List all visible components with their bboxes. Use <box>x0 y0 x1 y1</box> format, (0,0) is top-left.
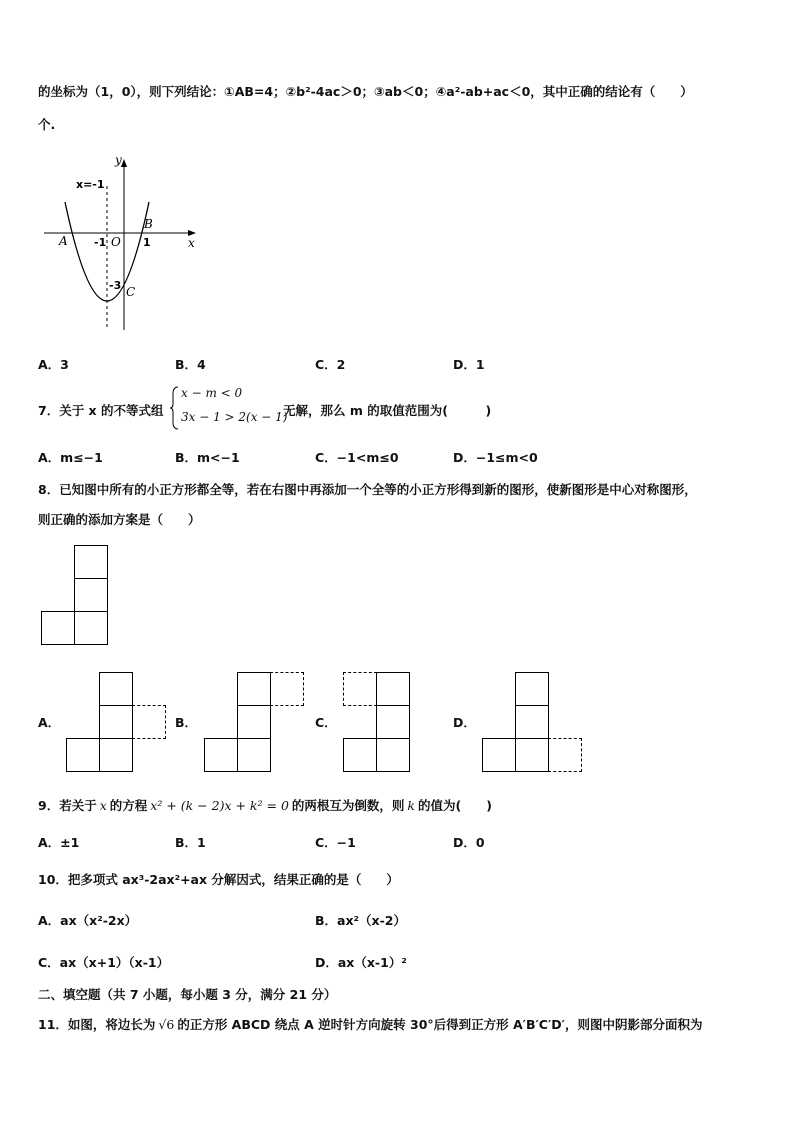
q6-option-c[interactable]: C．2 <box>315 357 346 372</box>
q7-brace-icon <box>170 386 180 430</box>
q8-text-line1: 8．已知图中所有的小正方形都全等，若在右图中再添加一个全等的小正方形得到新的图形，使新图形是中心对称图形， <box>38 482 697 497</box>
q7-inequality-2: 3x − 1 > 2(x − 1) <box>181 410 288 424</box>
q6-text-line1: 的坐标为（1，0），则下列结论：①AB=4；②b²-4ac＞0；③ab＜0；④a²-ab+ac＜0，其中正确的结论有（ ） <box>38 84 693 99</box>
q6-option-d[interactable]: D．1 <box>453 357 485 372</box>
q10-text: 10．把多项式 ax³-2ax²+ax 分解因式，结果正确的是（ ） <box>38 872 399 887</box>
y-label: y <box>115 153 122 167</box>
point-a-label: A <box>59 234 68 248</box>
origin-label: O <box>111 235 121 249</box>
q7-option-c[interactable]: C．−1<m≤0 <box>315 450 399 465</box>
q9-end: 的值为( ) <box>418 798 492 813</box>
q10-option-a[interactable]: A．ax（x²-2x） <box>38 913 138 928</box>
q9-suffix: 的两根互为倒数，则 <box>291 798 405 813</box>
q11-sqrt: √6 <box>158 1017 175 1032</box>
q7-option-b[interactable]: B．m<−1 <box>175 450 240 465</box>
q9-option-b[interactable]: B．1 <box>175 835 206 850</box>
q8-option-a[interactable]: A． <box>38 715 61 730</box>
point-b-label: B <box>144 217 153 231</box>
symmetry-label: x=-1 <box>76 178 105 191</box>
y-axis-arrow <box>121 159 127 167</box>
q10-option-b[interactable]: B．ax²（x-2） <box>315 913 406 928</box>
q6-text-line2: 个. <box>38 117 56 132</box>
q9-option-a[interactable]: A．±1 <box>38 835 80 850</box>
q8-text-line2: 则正确的添加方案是（ ） <box>38 512 201 527</box>
x-label: x <box>188 236 195 250</box>
q8-option-b[interactable]: B． <box>175 715 198 730</box>
q7-option-d[interactable]: D．−1≤m<0 <box>453 450 538 465</box>
q7-prefix: 7．关于 x 的不等式组 <box>38 403 164 418</box>
q11-line <box>38 1015 702 1033</box>
parabola-graph <box>40 150 210 335</box>
q7-inequality-1: x − m < 0 <box>181 386 243 400</box>
q7-suffix: 无解，那么 m 的取值范围为( ) <box>283 403 492 418</box>
q10-option-c[interactable]: C．ax（x+1）（x-1） <box>38 955 170 970</box>
q11-suffix: 的正方形 ABCD 绕点 A 逆时针方向旋转 30°后得到正方形 A′B′C′D′，则图中阴影部分面积为 <box>177 1017 703 1032</box>
q9-prefix: 9．若关于 <box>38 798 97 813</box>
q9-option-c[interactable]: C．−1 <box>315 835 356 850</box>
point-c-label: C <box>126 285 136 299</box>
q6-option-a[interactable]: A．3 <box>38 357 69 372</box>
q9-equation: x² + (k − 2)x + k² = 0 <box>150 798 289 813</box>
q9-var-x: x <box>99 798 107 813</box>
q7-option-a[interactable]: A．m≤−1 <box>38 450 103 465</box>
q9-option-d[interactable]: D．0 <box>453 835 485 850</box>
q9-mid: 的方程 <box>109 798 148 813</box>
q8-option-c[interactable]: C． <box>315 715 337 730</box>
tick-neg1-label: -1 <box>94 236 107 249</box>
q9-line <box>38 796 492 814</box>
tick-1-label: 1 <box>143 236 151 249</box>
q9-var-k: k <box>407 798 415 813</box>
section-2-title: 二、填空题（共 7 小题，每小题 3 分，满分 21 分） <box>38 987 337 1002</box>
q10-option-d[interactable]: D．ax（x-1）² <box>315 955 407 970</box>
q6-option-b[interactable]: B．4 <box>175 357 206 372</box>
q11-prefix: 11．如图，将边长为 <box>38 1017 156 1032</box>
q8-option-d[interactable]: D． <box>453 715 476 730</box>
tick-neg3-label: -3 <box>109 279 122 292</box>
